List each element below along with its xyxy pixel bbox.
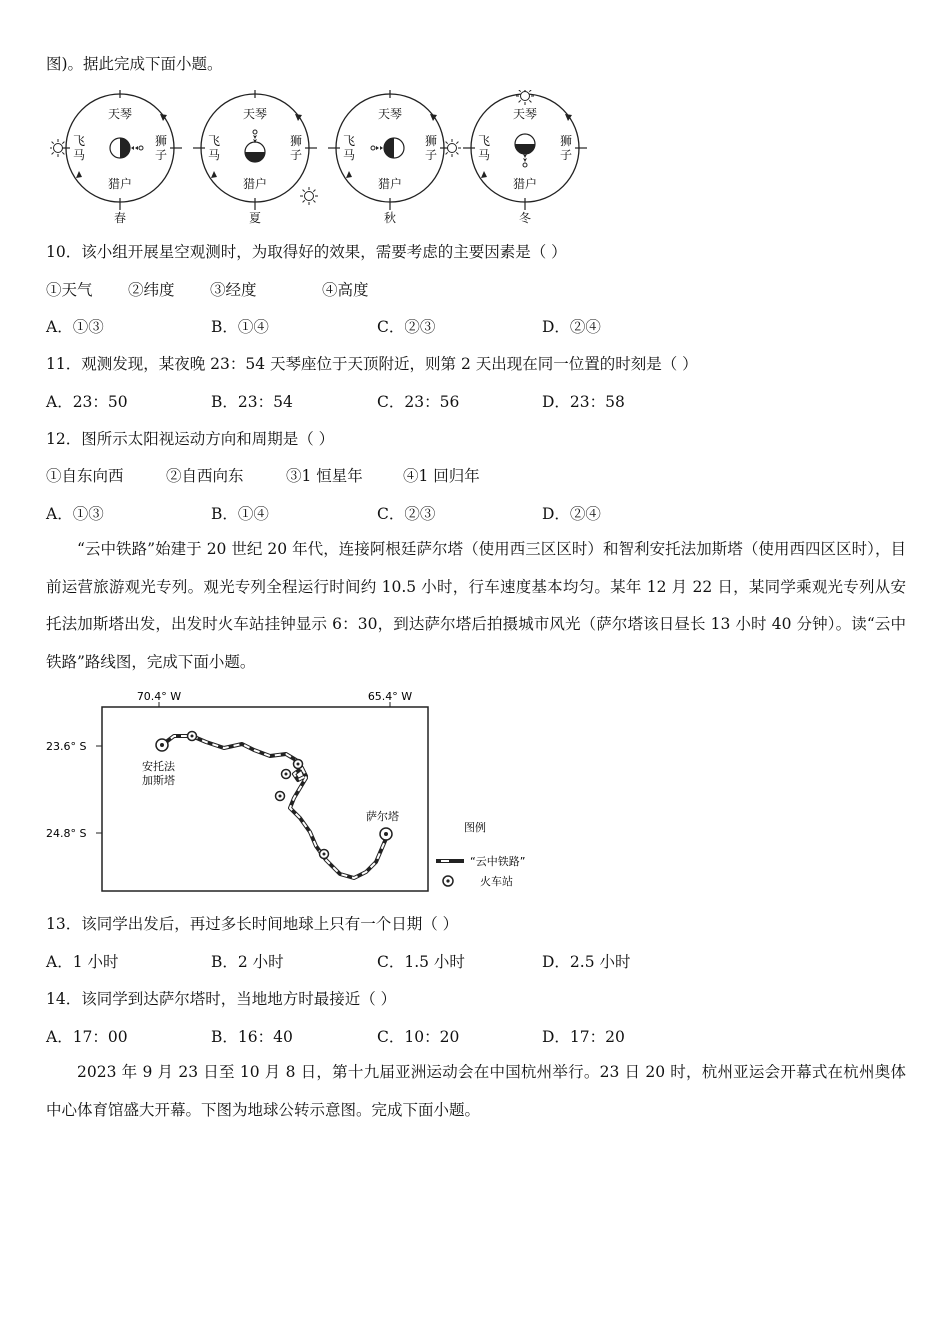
map-frame: [102, 707, 428, 891]
railway-map: [44, 688, 544, 898]
q12-item: ①自东向西: [46, 467, 124, 485]
lon-label-left: 70.4° W: [136, 690, 182, 703]
q10-option-c[interactable]: C．②③: [377, 318, 436, 336]
lat-label-bottom: 24.8° S: [46, 827, 87, 840]
label-leo: 狮子: [289, 134, 302, 162]
label-leo: 狮子: [154, 134, 167, 162]
q12-option-d[interactable]: D．②④: [542, 505, 601, 523]
season-label-summer: 夏: [248, 211, 262, 225]
q12-option-b[interactable]: B．①④: [211, 505, 269, 523]
city-label-antofagasta: 安托法: [142, 760, 175, 773]
q10-item: ④高度: [322, 281, 369, 299]
q10-item: ①天气: [46, 281, 93, 299]
q10-option-b[interactable]: B．①④: [211, 318, 269, 336]
q14-option-c[interactable]: C．10：20: [377, 1028, 460, 1046]
sun-icon: [516, 90, 534, 105]
label-pegasus: 飞马: [342, 134, 355, 162]
q12-option-a[interactable]: A．①③: [46, 505, 104, 523]
passage-asian-games: 2023 年 9 月 23 日至 10 月 8 日，第十九届亚洲运动会在中国杭州举行。23 日 20 时，杭州亚运会开幕式在杭州奥体中心体育馆盛大开幕。下图为地球公转示意图。完成下面小题。: [46, 1063, 906, 1119]
sun-icon: [50, 139, 67, 157]
q11-stem: 11．观测发现，某夜晚 23：54 天琴座位于天顶附近，则第 2 天出现在同一位置的时刻是（ ）: [46, 355, 698, 373]
q14-option-a[interactable]: A．17：00: [46, 1028, 128, 1046]
q10-option-d[interactable]: D．②④: [542, 318, 601, 336]
legend-railway-swatch: [436, 859, 464, 863]
q13-option-a[interactable]: A．1 小时: [46, 953, 119, 971]
season-label-spring: 春: [113, 211, 127, 225]
q13-stem: 13．该同学出发后，再过多长时间地球上只有一个日期（ ）: [46, 915, 459, 933]
season-label-winter: 冬: [518, 211, 532, 225]
label-orion: 猎户: [377, 177, 403, 191]
label-leo: 狮子: [424, 134, 437, 162]
label-lyra: 天琴: [377, 107, 403, 121]
legend-station-label: 火车站: [480, 875, 513, 888]
q10-option-a[interactable]: A．①③: [46, 318, 104, 336]
q10-item: ②纬度: [128, 281, 175, 299]
city-label-salta: 萨尔塔: [366, 810, 399, 823]
q12-item: ④1 回归年: [403, 467, 480, 485]
label-pegasus: 飞马: [72, 134, 85, 162]
city-label-antofagasta-2: 加斯塔: [142, 774, 175, 787]
label-lyra: 天琴: [107, 107, 133, 121]
label-lyra: 天琴: [242, 107, 268, 121]
label-leo: 狮子: [559, 134, 572, 162]
lat-label-top: 23.6° S: [46, 740, 87, 753]
q14-stem: 14．该同学到达萨尔塔时，当地地方时最接近（ ）: [46, 990, 397, 1008]
q14-option-b[interactable]: B．16：40: [211, 1028, 293, 1046]
q14-option-d[interactable]: D．17：20: [542, 1028, 625, 1046]
q11-option-d[interactable]: D．23：58: [542, 393, 625, 411]
lon-label-right: 65.4° W: [367, 690, 413, 703]
label-orion: 猎户: [512, 177, 538, 191]
legend-title: 图例: [464, 821, 486, 834]
q13-option-d[interactable]: D．2.5 小时: [542, 953, 631, 971]
q10-item: ③经度: [210, 281, 257, 299]
label-orion: 猎户: [107, 177, 133, 191]
label-pegasus: 飞马: [477, 134, 490, 162]
label-orion: 猎户: [242, 177, 268, 191]
q11-option-a[interactable]: A．23：50: [46, 393, 128, 411]
label-pegasus: 飞马: [207, 134, 220, 162]
sun-icon: [443, 139, 461, 157]
q11-option-b[interactable]: B．23：54: [211, 393, 293, 411]
q12-item: ③1 恒星年: [286, 467, 363, 485]
q12-stem: 12．图所示太阳视运动方向和周期是（ ）: [46, 430, 335, 448]
q10-stem: 10．该小组开展星空观测时，为取得好的效果，需要考虑的主要因素是（ ）: [46, 243, 567, 261]
season-label-autumn: 秋: [383, 211, 397, 225]
star-season-diagrams: [50, 90, 610, 230]
sun-icon: [300, 187, 318, 205]
q12-item: ②自西向东: [166, 467, 244, 485]
q12-option-c[interactable]: C．②③: [377, 505, 436, 523]
legend-railway-label: “云中铁路”: [470, 855, 526, 868]
label-lyra: 天琴: [512, 107, 538, 121]
q13-option-c[interactable]: C．1.5 小时: [377, 953, 465, 971]
intro-tail: 图)。据此完成下面小题。: [46, 55, 223, 73]
q13-option-b[interactable]: B．2 小时: [211, 953, 284, 971]
q11-option-c[interactable]: C．23：56: [377, 393, 460, 411]
passage-cloud-railway: “云中铁路”始建于 20 世纪 20 年代，连接阿根廷萨尔塔（使用西三区区时）和智利安托法加斯塔（使用西四区区时），目前运营旅游观光专列。观光专列全程运行时间约 10.5 小时，行车速度基本均匀。某年 12 月 22 日，某同学乘观光专列从安托法加斯塔出发，出发时火车站挂钟显示 6：30，到达萨尔塔后拍摄城市风光（萨尔塔该日昼长 13 小时 40 分钟）。读“云中铁路”路线图，完成下面小题。: [46, 540, 907, 671]
